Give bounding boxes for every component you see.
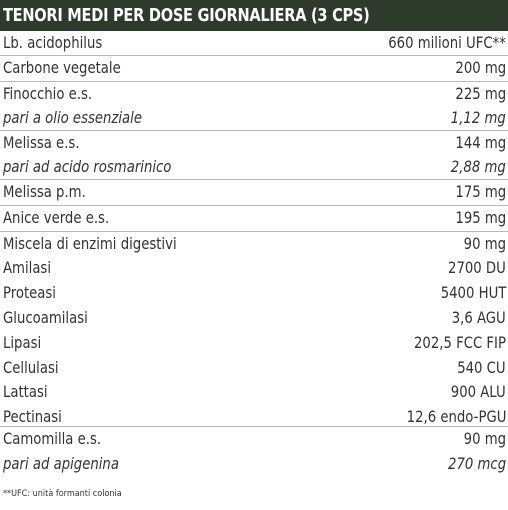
ingredient-name: Lattasi [3,382,48,401]
table-title: TENORI MEDI PER DOSE GIORNALIERA (3 CPS) [3,5,370,26]
ingredient-name: pari ad acido rosmarinico [3,157,172,176]
ingredient-line [0,82,508,106]
table-row [0,231,508,426]
table-row [0,205,508,231]
ingredient-amount: 2,88 mg [451,157,506,176]
ingredient-amount: 900 ALU [451,382,506,401]
table-row [0,81,508,130]
ingredient-name: Lb. acidophilus [3,33,103,52]
table-header [0,0,508,31]
ingredient-line [0,380,508,405]
ingredient-amount: 2700 DU [448,258,506,277]
ingredient-name: pari a olio essenziale [3,108,143,127]
table-row [0,55,508,81]
ingredient-amount: 540 CU [457,358,506,377]
ingredient-amount: 90 mg [463,429,506,448]
ingredient-name: Cellulasi [3,358,59,377]
footnote: **UFC: unità formanti colonia [3,489,122,499]
ingredient-line [0,56,508,81]
ingredient-name: Melissa e.s. [3,133,80,152]
ingredient-line [0,131,508,155]
ingredient-line [0,427,508,452]
table-row [0,179,508,205]
ingredient-name: Melissa p.m. [3,182,86,201]
ingredient-amount: 3,6 AGU [451,308,506,327]
ingredient-amount: 660 milioni UFC** [388,33,506,52]
equivalence-line [0,155,508,179]
ingredient-name: Carbone vegetale [3,58,121,77]
ingredient-line [0,356,508,380]
ingredient-name: Pectinasi [3,407,62,426]
table-row [0,31,508,55]
ingredient-line [0,256,508,281]
ingredient-name: Lipasi [3,333,42,352]
ingredient-name: Miscela di enzimi digestivi [3,234,177,253]
ingredient-line [0,180,508,205]
ingredient-amount: 1,12 mg [451,108,506,127]
ingredient-line [0,281,508,306]
ingredient-line [0,31,508,55]
ingredient-line [0,306,508,331]
ingredient-amount: 195 mg [455,208,506,227]
ingredient-amount: 225 mg [455,84,506,103]
ingredient-line [0,331,508,356]
ingredient-amount: 12,6 endo-PGU [406,407,506,426]
ingredient-name: Proteasi [3,283,56,302]
ingredient-amount: 270 mcg [447,454,506,473]
ingredient-line [0,206,508,231]
equivalence-line [0,106,508,130]
equivalence-line [0,452,508,476]
ingredient-amount: 5400 HUT [440,283,506,302]
ingredient-name: Glucoamilasi [3,308,88,327]
ingredient-amount: 200 mg [455,58,506,77]
ingredient-amount: 202,5 FCC FIP [414,333,506,352]
ingredient-amount: 175 mg [455,182,506,201]
ingredient-name: Amilasi [3,258,52,277]
ingredient-name: pari ad apigenina [3,454,119,473]
table-row [0,130,508,179]
ingredient-line [0,405,508,426]
ingredient-line [0,232,508,256]
ingredient-amount: 90 mg [463,234,506,253]
table-row [0,426,508,476]
ingredient-name: Camomilla e.s. [3,429,102,448]
ingredient-name: Finocchio e.s. [3,84,93,103]
ingredient-amount: 144 mg [455,133,506,152]
ingredients-table [0,31,508,476]
ingredient-name: Anice verde e.s. [3,208,110,227]
